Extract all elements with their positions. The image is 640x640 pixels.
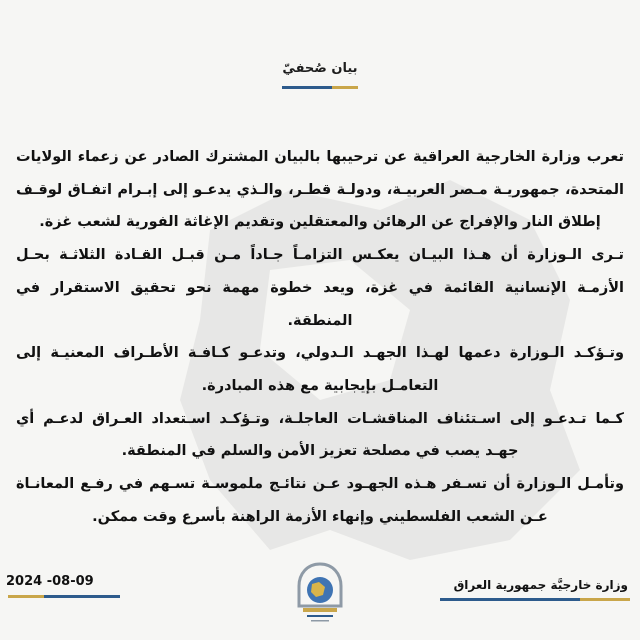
statement-paragraph: كـما تـدعـو إلى اسـتئناف المناقشـات العاجلـة، وتـؤكـد اسـتعداد العـراق لدعـم أي جهـد يصب في مصلحة تعزيز الأمن والسلم في المنطقة. — [16, 410, 624, 460]
page-title: بيان صُحفيّ — [282, 61, 358, 76]
statement-body — [16, 141, 624, 533]
ministry-emblem-icon — [293, 562, 347, 624]
statement-paragraph: وتـؤكـد الـوزارة دعمها لهـذا الجهـد الـدولي، وتدعـو كـافـة الأطـراف المعنيـة إلى التعامـل بإيجابية مع هذه المبادرة. — [16, 345, 624, 394]
title-underline — [282, 86, 358, 89]
statement-date: 2024 -08-09 — [6, 574, 94, 589]
organization-underline — [440, 598, 630, 601]
date-underline — [8, 595, 120, 598]
statement-paragraph: وتأمـل الـوزارة أن تسـفر هـذه الجهـود عـن نتائـج ملموسـة تسـهم في رفـع المعانـاة عـن الشعب الفلسطيني وإنهاء الأزمة الراهنة بأسرع وقت ممكن. — [16, 476, 624, 525]
statement-paragraph: تـرى الـوزارة أن هـذا البيـان يعكـس التزامـاً جـاداً مـن قبـل القـادة الثلاثـة بحـل الأزمـة الإنسانية القائمة في غزة، ويعد خطوة مهمة نحو تحقيق الاستقرار في المنطقة. — [16, 247, 624, 329]
ministry-name: وزارة خارجيَّة جمهورية العراق — [453, 578, 628, 592]
statement-paragraph: تعرب وزارة الخارجية العراقية عن ترحيبها بالبيان المشترك الصادر عن زعماء الولايات المتحدة، جمهوريـة مـصر العربيـة، ودولـة قطـر، والـذي يدعـو إلى إبـرام اتفـاق لوقـف إطلاق النار والإفراج عن الرهائن والمعتقلين وتقديم الإغاثة الفورية لشعب غزة. — [16, 149, 624, 231]
